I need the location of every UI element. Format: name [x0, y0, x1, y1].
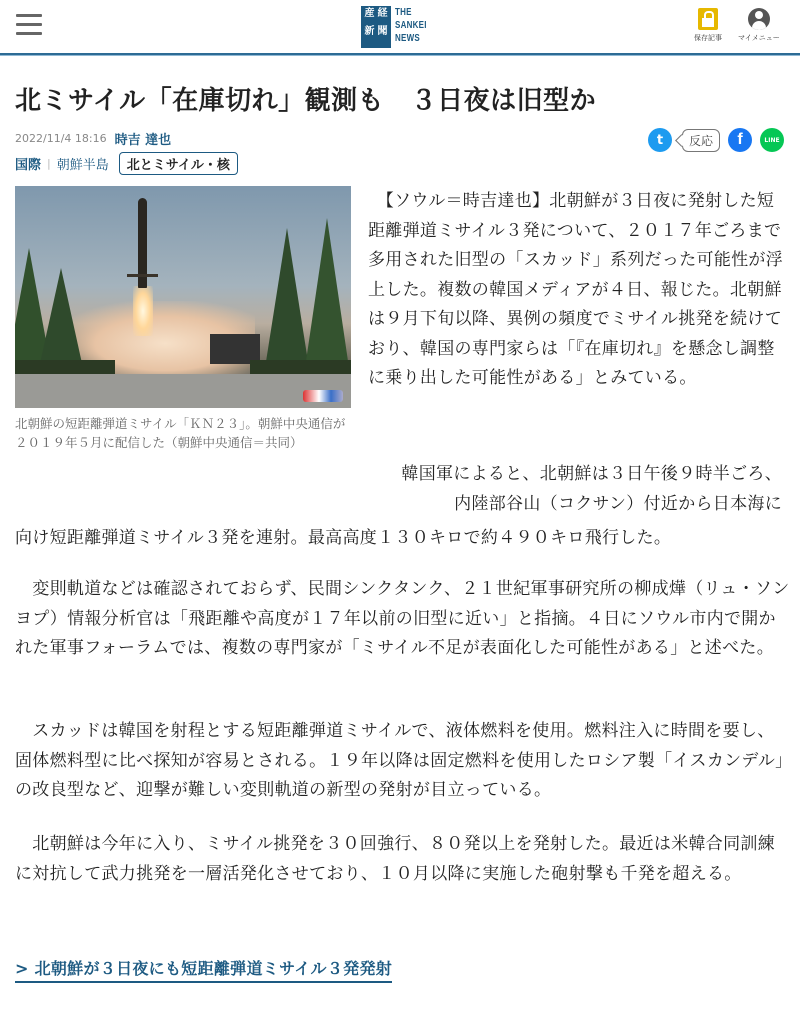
category-breadcrumb	[15, 152, 238, 175]
my-menu-button[interactable]	[738, 8, 780, 43]
article-paragraph-5: 北朝鮮は今年に入り、ミサイル挑発を３０回強行、８０発以上を発射した。最近は米韓合同訓練に対抗して武力挑発を一層活発化させており、１０月以降に実施した砲射撃も千発を超える。	[15, 834, 776, 884]
saved-articles-button[interactable]	[694, 8, 722, 43]
category-separator: |	[47, 157, 51, 170]
user-icon	[748, 8, 770, 30]
related-article-link[interactable]: > 北朝鮮が３日夜にも短距離弾道ミサイル３発発射	[15, 956, 392, 983]
photo-caption: 北朝鮮の短距離弾道ミサイル「ＫＮ２３」。朝鮮中央通信が２０１９年５月に配信した（朝鮮中央通信＝共同）	[15, 416, 346, 450]
logo-text: THE SANKEI NEWS	[395, 7, 427, 44]
my-menu-label: マイメニュー	[738, 34, 780, 42]
share-bar	[648, 128, 784, 152]
sankei-logo[interactable]	[361, 6, 435, 48]
article-paragraph-2-part-1: 韓国軍によると、北朝鮮は３日午後９時半ごろ、内陸部谷山（コクサン）付近から日本海に	[384, 464, 782, 514]
lock-icon	[698, 8, 718, 30]
article-title: 北ミサイル「在庫切れ」観測も ３日夜は旧型か	[15, 86, 597, 116]
article-paragraph-2-part-2: 向け短距離弾道ミサイル３発を連射。最高高度１３０キロで約４９０キロ飛行した。	[15, 528, 672, 548]
hamburger-menu-icon[interactable]	[16, 14, 42, 36]
category-korean-peninsula[interactable]: 朝鮮半島	[56, 158, 109, 173]
article-photo-missile-launch[interactable]	[15, 186, 351, 408]
topic-tag[interactable]: 北とミサイル・核	[119, 152, 238, 175]
publish-date: 2022/11/4 18:16	[15, 132, 107, 145]
kctv-watermark	[303, 390, 343, 402]
logo-kanji-box: 産 経 新 聞	[361, 6, 391, 48]
article-paragraph-3: 変則軌道などは確認されておらず、民間シンクタンク、２１世紀軍事研究所の柳成燁（リュ・ソンヨプ）情報分析官は「飛距離や高度が１７年以前の旧型に近い」と指摘。４日にソウル市内で開かれた軍事フォーラムでは、複数の専門家が「ミサイル不足が表面化した可能性がある」と述べた。	[15, 579, 790, 658]
author-link[interactable]: 時吉 達也	[114, 133, 172, 148]
article-paragraph-4: スカッドは韓国を射程とする短距離弾道ミサイルで、液体燃料を使用。燃料注入に時間を要し、固体燃料型に比べ探知が容易とされる。１９年以降は固定燃料を使用したロシア製「イスカンデル」の改良型など、迎撃が難しい変則軌道の新型の発射が目立っている。	[15, 721, 784, 800]
article-meta	[15, 129, 171, 148]
facebook-share-icon[interactable]: f	[728, 128, 752, 152]
site-header	[0, 0, 800, 54]
header-divider	[0, 53, 800, 56]
article-paragraph-1: 【ソウル＝時吉達也】北朝鮮が３日夜に発射した短距離弾道ミサイル３発について、２０１７年ごろまで多用された旧型の「スカッド」系列だった可能性が浮上した。複数の韓国メディアが４日、報じた。北朝鮮は９月下旬以降、異例の頻度でミサイル挑発を続けており、韓国の専門家らは「『在庫切れ』を懸念し調整に乗り出した可能性がある」とみている。	[368, 191, 784, 388]
react-button[interactable]: 反応	[682, 129, 720, 152]
twitter-share-icon[interactable]: t	[648, 128, 672, 152]
line-share-icon[interactable]: LINE	[760, 128, 784, 152]
saved-articles-label: 保存記事	[694, 34, 722, 42]
category-international[interactable]: 国際	[15, 158, 42, 173]
